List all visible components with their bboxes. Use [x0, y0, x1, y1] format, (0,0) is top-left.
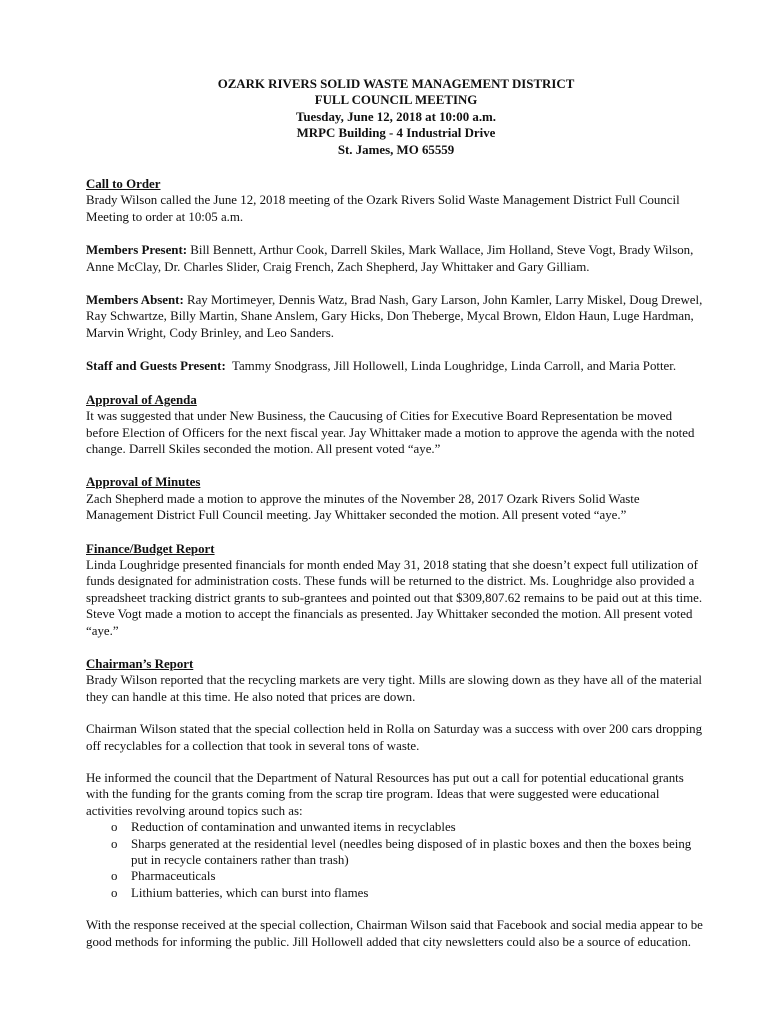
- chairman-paragraph-2: Chairman Wilson stated that the special collection held in Rolla on Saturday was a success with over 200 cars dropping off recyclables for a collection that took in several tons of waste.: [86, 722, 703, 753]
- meeting-title: FULL COUNCIL MEETING: [314, 93, 478, 108]
- call-to-order-section: [86, 176, 706, 225]
- bullet-marker: o: [111, 836, 118, 851]
- staff-guests-text: Tammy Snodgrass, Jill Hollowell, Linda Loughridge, Linda Carroll, and Maria Potter.: [225, 359, 677, 374]
- approval-minutes-section: [86, 474, 706, 523]
- approval-agenda-heading: Approval of Agenda: [86, 392, 197, 407]
- members-present-text: Bill Bennett, Arthur Cook, Darrell Skiles, Mark Wallace, Jim Holland, Steve Vogt, Brady Wilson, Anne McClay, Dr. Charles Slider, Craig French, Zach Shepherd, Jay Whittaker and Gary Gilliam.: [86, 243, 694, 274]
- meeting-date: Tuesday, June 12, 2018 at 10:00 a.m.: [295, 109, 497, 124]
- members-absent-text: Ray Mortimeyer, Dennis Watz, Brad Nash, Gary Larson, John Kamler, Larry Miskel, Doug Drewel, Ray Schwartze, Billy Martin, Shane Anslem, Gary Hicks, Don Theberge, Mycal Brown, Eldon Haun, Luge Hardman, Marvin Wright, Cody Brinley, and Leo Sanders.: [86, 293, 703, 340]
- chairman-heading: Chairman’s Report: [86, 656, 194, 671]
- staff-guests-label: Staff and Guests Present:: [86, 359, 226, 374]
- call-to-order-heading: Call to Order: [86, 177, 161, 192]
- district-name: OZARK RIVERS SOLID WASTE MANAGEMENT DISTRICT: [217, 77, 575, 91]
- staff-guests-section: [86, 358, 706, 374]
- bullet-marker: o: [111, 869, 118, 884]
- document-header: [86, 76, 706, 158]
- members-absent-label: Members Absent:: [86, 293, 184, 308]
- finance-section: [86, 541, 706, 639]
- finance-heading: Finance/Budget Report: [86, 541, 215, 556]
- members-present-section: [86, 242, 706, 275]
- finance-text: Linda Loughridge presented financials for month ended May 31, 2018 stating that she doesn’t expect full utilization of funds designated for administration costs. These funds will be returned to the district. Ms. Loughridge also provided a spreadsheet tracking district grants to sub-grantees and pointed out that $309,807.62 remains to be paid out at this time. Steve Vogt made a motion to accept the financials as presented. Jay Whittaker seconded the motion. All present voted “aye.”: [86, 557, 703, 638]
- list-item: o Lithium batteries, which can burst into flames: [111, 885, 369, 900]
- list-item: o Reduction of contamination and unwanted items in recyclables: [111, 820, 456, 835]
- bullet-marker: o: [111, 820, 118, 835]
- approval-agenda-section: [86, 392, 706, 458]
- bullet-marker: o: [111, 885, 118, 900]
- approval-minutes-heading: Approval of Minutes: [86, 475, 201, 490]
- approval-minutes-text: Zach Shepherd made a motion to approve the minutes of the November 28, 2017 Ozark Rivers Solid Waste Management District Full Council meeting. Jay Whittaker seconded the motion. All present voted “aye.”: [86, 491, 640, 523]
- approval-agenda-text: It was suggested that under New Business, the Caucusing of Cities for Executive Board Representation be moved before Election of Officers for the next fiscal year. Jay Whittaker made a motion to approve the agenda with the noted change. Darrell Skiles seconded the motion. All present voted “aye.”: [86, 409, 695, 456]
- members-absent-section: [86, 292, 706, 341]
- list-item: o Sharps generated at the residential level (needles being disposed of in plastic boxes and then the boxes being put in recycle containers rather than trash): [111, 836, 692, 868]
- call-to-order-text: Brady Wilson called the June 12, 2018 meeting of the Ozark Rivers Solid Waste Management District Full Council Meeting to order at 10:05 a.m.: [86, 193, 680, 224]
- members-present-label: Members Present:: [86, 243, 188, 258]
- chairman-paragraph-3: He informed the council that the Department of Natural Resources has put out a call for potential educational grants with the funding for the grants coming from the scrap tire program. Ideas that were suggested were educational activities revolving around topics such as:: [86, 771, 684, 818]
- list-item: o Pharmaceuticals: [111, 869, 216, 884]
- chairman-paragraph-4: With the response received at the special collection, Chairman Wilson said that Facebook and social media appear to be good methods for informing the public. Jill Hollowell added that city newsletters could also be a source of education.: [86, 918, 703, 949]
- education-topics-list: [86, 819, 706, 901]
- chairman-section: [86, 656, 706, 950]
- chairman-paragraph-1: Brady Wilson reported that the recycling markets are very tight. Mills are slowing down as they have all of the material they can handle at this time. He also noted that prices are down.: [86, 673, 703, 704]
- document-page: [86, 76, 706, 950]
- meeting-location: MRPC Building - 4 Industrial Drive: [296, 126, 496, 141]
- meeting-city: St. James, MO 65559: [337, 142, 455, 157]
